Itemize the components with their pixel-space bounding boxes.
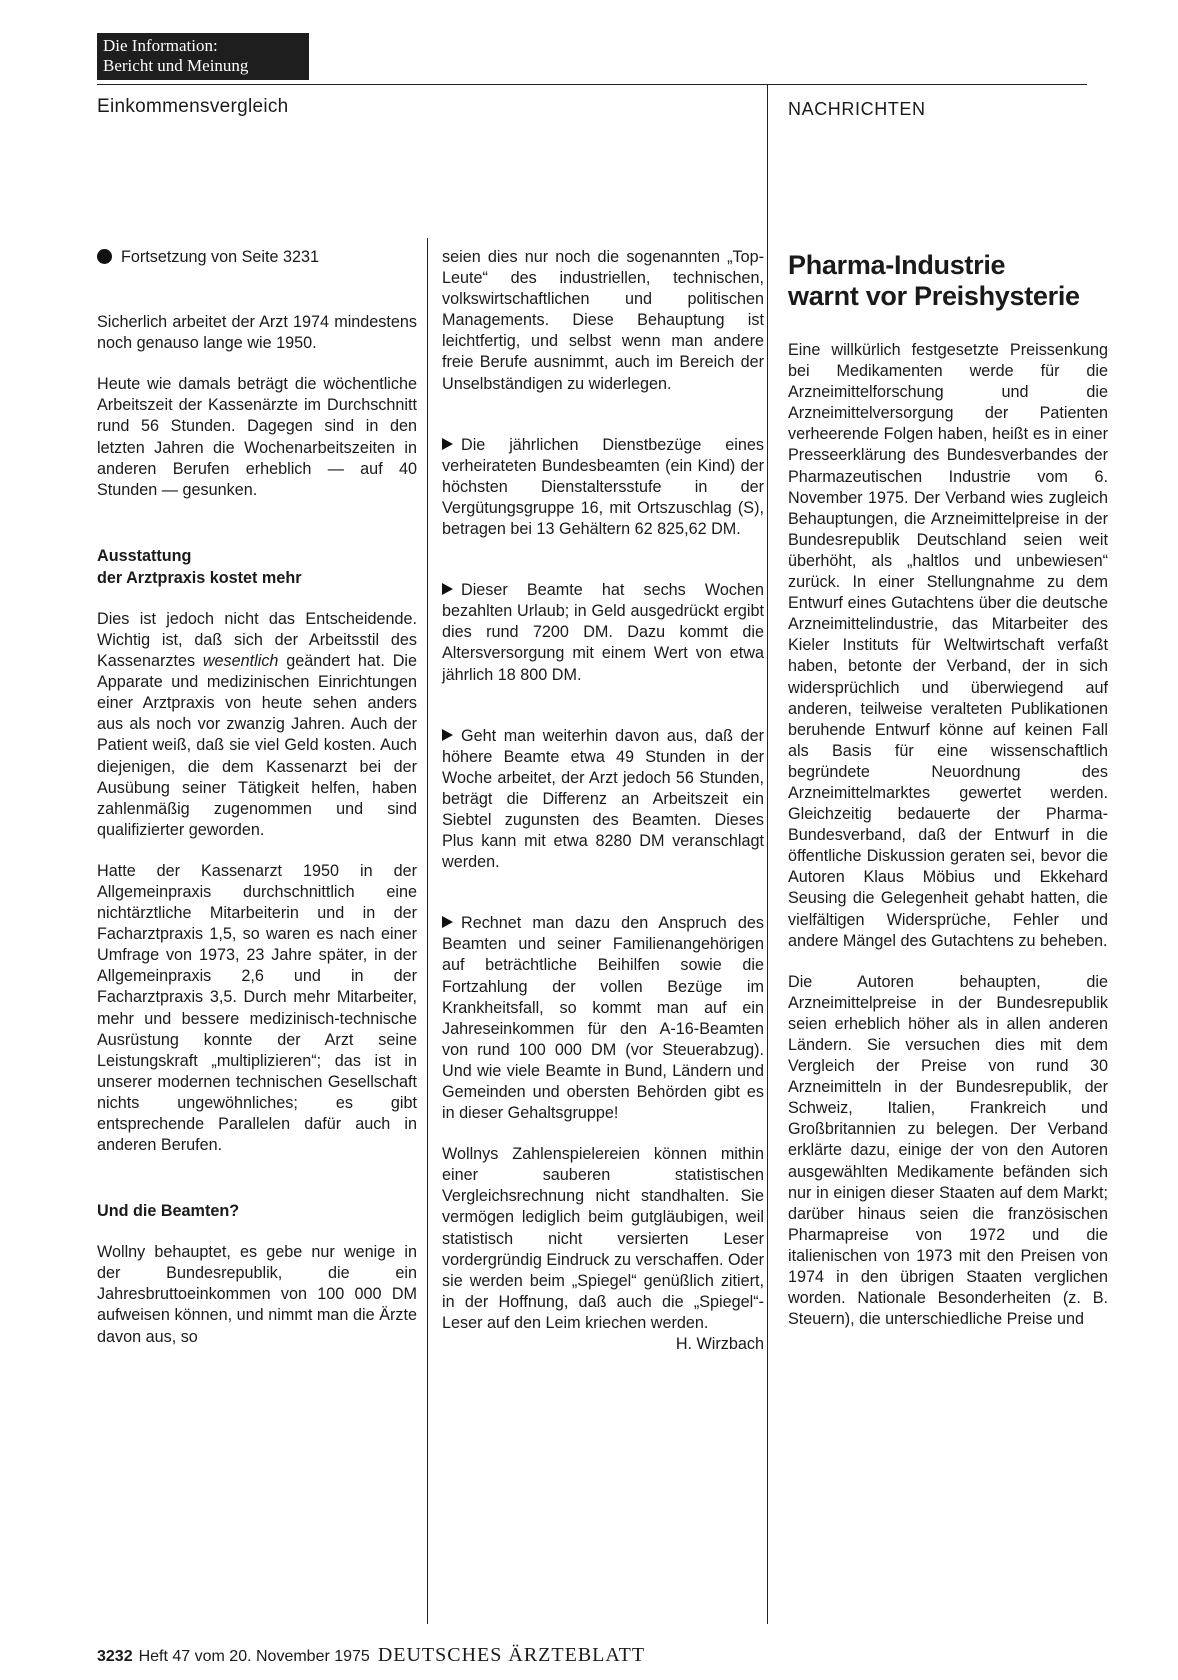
publication-name: DEUTSCHES ÄRZTEBLATT	[377, 1644, 646, 1666]
paragraph: Dies ist jedoch nicht das Entscheidende. Wichtig ist, daß sich der Arbeitsstil des Kassenarztes wesentlich geändert hat. Die Apparate und medizinischen Einrichtungen einer Arztpraxis von heute sehen anders aus als noch vor zwanzig Jahren. Auch der Patient weiß, daß sie viel Geld kosten. Auch diejenigen, die dem Kassenarzt bei der Ausübung seiner Tätigkeit helfen, haben zahlenmäßig zugenommen und sind qualifizierter geworden.	[97, 609, 417, 839]
paragraph: seien dies nur noch die sogenannten „Top-Leute“ des industriellen, technischen, volkswirtschaftlichen und politischen Managements. Diese Behauptung ist leichtfertig, und selbst wenn man andere freie Berufe ausnimmt, auch im Bereich der Unselbständigen zu widerlegen.	[442, 248, 764, 393]
rubric-line-2: Bericht und Meinung	[103, 56, 249, 75]
column-2	[442, 247, 764, 1355]
author-signature: H. Wirzbach	[675, 1335, 764, 1354]
triangle-bullet-icon	[442, 729, 453, 741]
triangle-bullet-icon	[442, 583, 453, 595]
bullet-item: Die jährlichen Dienstbezüge eines verheirateten Bundesbeamten (ein Kind) der höchsten Dienstaltersstufe in der Vergütungsgruppe 16, mit Ortszuschlag (S), betragen bei 13 Gehältern 62 825,62 DM.	[442, 435, 764, 539]
subheading: Und die Beamten?	[97, 1202, 240, 1221]
section-title-right: NACHRICHTEN	[788, 99, 926, 119]
triangle-bullet-icon	[442, 916, 453, 928]
paragraph: Sicherlich arbeitet der Arzt 1974 mindestens noch genauso lange wie 1950.	[97, 313, 417, 353]
issue-info: Heft 47 vom 20. November 1975	[138, 1648, 370, 1665]
paragraph: Hatte der Kassenarzt 1950 in der Allgemeinpraxis durchschnittlich eine nichtärztliche Mitarbeiterin und in der Facharztpraxis 1,5, so waren es nach einer Umfrage von 1973, 23 Jahre später, in der Allgemeinpraxis 2,6 und in der Facharztpraxis 3,5. Durch mehr Mitarbeiter, mehr und bessere medizinisch-technische Ausrüstung konnte der Arzt seine Leistungskraft „multiplizieren“; das ist in unserer modernen technischen Gesellschaft nichts ungewöhnliches; es gibt entsprechende Parallelen dafür auch in anderen Berufen.	[97, 861, 417, 1155]
rubric-line-1: Die Information:	[103, 36, 218, 55]
paragraph: Eine willkürlich festgesetzte Preissenkung bei Medikamenten werde für die Arzneimittelforschung und die Arzneimittelversorgung der Patienten verheerende Folgen haben, heißt es in einer Presseerklärung des Bundesverbandes der Pharmazeutischen Industrie vom 6. November 1975. Der Verband wies zugleich Behauptungen, die Arzneimittelpreise in der Bundesrepublik Deutschland seien weit überhöht, als „haltlos und unbewiesen“ zurück. In einer Stellungnahme zu dem Entwurf eines Gutachtens über die deutsche Arzneimittelindustrie, das Mitarbeiter des Kieler Instituts für Weltwirtschaft verfaßt haben, betonte der Verband, der in sich widersprüchlich und überwiegend auf anderen, teilweise veralteten Publikationen beruhende Entwurf könne auf keinen Fall als Basis für eine wissenschaftlich begründete Neuordnung des Arzneimittelmarktes gewertet werden. Gleichzeitig bedauerte der Pharma-Bundesverband, daß der Entwurf in die öffentliche Diskussion geraten sei, bevor die Autoren Klaus Möbius und Ekkehard Seusing die Gelegenheit gehabt hatten, die vielfältigen Widersprüche, Fehler und andere Mängel des Gutachtens zu beheben.	[788, 341, 1108, 950]
continuation-note: Fortsetzung von Seite 3231	[97, 247, 417, 268]
article-headline: Pharma-Industrie warnt vor Preishysterie	[788, 250, 1080, 311]
bullet-item: Dieser Beamte hat sechs Wochen bezahlten Urlaub; in Geld ausgedrückt ergibt dies rund 7200 DM. Dazu kommt die Altersversorgung mit einem Wert von etwa jährlich 18 800 DM.	[442, 581, 764, 684]
top-rule	[97, 84, 1087, 85]
page-number: 3232	[97, 1648, 133, 1665]
paragraph: Heute wie damals beträgt die wöchentliche Arbeitszeit der Kassenärzte im Durchschnitt rund 56 Stunden. Dagegen sind in den letzten Jahren die Wochenarbeitszeiten in anderen Berufen erheblich — auf 40 Stunden — gesunken.	[97, 375, 417, 499]
column-3	[788, 250, 1108, 1350]
rubric-label	[97, 33, 309, 80]
bullet-item: Rechnet man dazu den Anspruch des Beamten und seiner Familienangehörigen auf beträchtliche Beihilfen sowie die Fortzahlung der vollen Bezüge im Krankheitsfall, so kommt man auf ein Jahreseinkommen für den A-16-Beamten von rund 100 000 DM (vor Steuerabzug). Und wie viele Beamte in Bund, Ländern und Gemeinden und obersten Behörden gibt es in dieser Gehaltsgruppe!	[442, 914, 764, 1123]
bullet-dot-icon	[97, 249, 112, 264]
column-rule-left	[427, 238, 428, 1624]
column-1	[97, 247, 417, 1368]
paragraph: Wollny behauptet, es gebe nur wenige in der Bundesrepublik, die ein Jahresbruttoeinkommen von 100 000 DM aufweisen können, und nimmt man die Ärzte davon aus, so	[97, 1243, 417, 1346]
triangle-bullet-icon	[442, 438, 453, 450]
bullet-item: Geht man weiterhin davon aus, daß der höhere Beamte etwa 49 Stunden in der Woche arbeitet, der Arzt jedoch 56 Stunden, beträgt die Differenz an Arbeitszeit ein Siebtel zugunsten des Beamten. Dieses Plus kann mit etwa 8280 DM veranschlagt werden.	[442, 726, 764, 872]
paragraph: Die Autoren behaupten, die Arzneimittelpreise in der Bundesrepublik seien erheblich höher als in allen anderen Ländern. Sie versuchen dies mit dem Vergleich der Preise von rund 30 Arzneimitteln in der Bundesrepublik, der Schweiz, Italien, Frankreich und Großbritannien zu belegen. Der Verband erklärte dazu, einige der von den Autoren ausgewählten Medikamente befänden sich nur in einigen dieser Staaten auf dem Markt; darüber hinaus seien die französischen Pharmapreise von 1972 und die italienischen von 1973 mit den Preisen von 1974 in den übrigen Staaten verglichen worden. Nationale Besonderheiten (z. B. Steuern), die unterschiedliche Preise und	[788, 972, 1108, 1329]
subheading: Ausstattung der Arztpraxis kostet mehr	[97, 546, 302, 587]
paragraph: Wollnys Zahlenspielereien können mithin einer sauberen statistischen Vergleichsrechnung nicht standhalten. Sie vermögen lediglich beim gutgläubigen, weil statistisch nicht versierten Leser vordergründig Eindruck zu verschaffen. Oder sie werden beim „Spiegel“ genüßlich zitiert, in der Hoffnung, daß auch die „Spiegel“-Leser auf den Leim kriechen werden. H. Wirzbach	[442, 1144, 764, 1334]
page-footer	[97, 1644, 645, 1667]
column-rule-right	[767, 84, 768, 1624]
section-title-left: Einkommensvergleich	[97, 96, 289, 117]
